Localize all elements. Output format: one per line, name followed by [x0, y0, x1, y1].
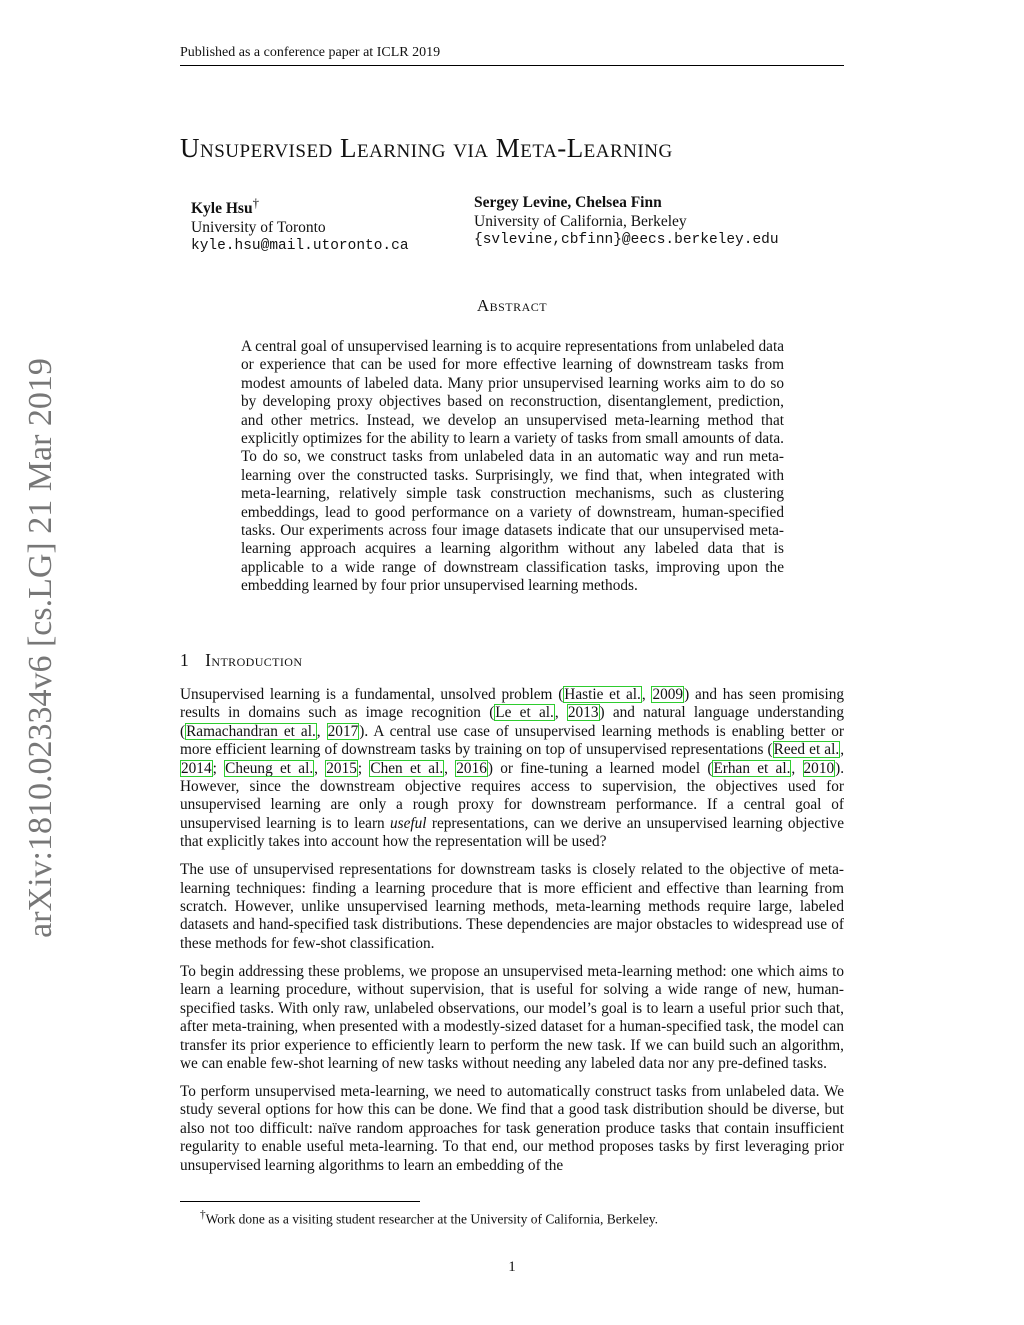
citation-link[interactable]: Erhan et al. [713, 759, 791, 777]
author-footnote-mark: † [252, 195, 260, 210]
author-block-1 [191, 193, 409, 256]
footnote-rule [180, 1201, 420, 1202]
paragraph: The use of unsupervised representations for downstream tasks is closely related to the objective of meta-learning techniques: finding a learning procedure that is more efficient and effective than learning from scratch. However, unlike unsupervised learning methods, meta-learning methods require large, labeled datasets and hand-specified task distributions. These dependencies are major obstacles to widespread use of these methods for few-shot classification. [180, 861, 844, 952]
author-block-2 [474, 193, 779, 250]
page-number: 1 [508, 1259, 516, 1275]
running-header: Published as a conference paper at ICLR 2019 [180, 44, 844, 66]
arxiv-stamp-text: arXiv:1810.02334v6 [cs.LG] 21 Mar 2019 [22, 357, 60, 938]
author-email: {svlevine,cbfinn}@eecs.berkeley.edu [474, 232, 779, 248]
section-title: Introduction [205, 650, 303, 670]
author-name: Kyle Hsu [191, 200, 253, 218]
citation-link[interactable]: Ramachandran et al. [186, 722, 316, 740]
citation-link[interactable]: 2016 [456, 759, 487, 777]
citation-link[interactable]: Cheung et al. [225, 759, 314, 777]
author-name: Sergey Levine, Chelsea Finn [474, 194, 662, 211]
section-number: 1 [180, 650, 190, 670]
paragraph: To perform unsupervised meta-learning, we need to automatically construct tasks from unlabeled data. We study several options for how this can be done. We find that a good task distribution should be diverse, but also not too difficult: naïve random approaches for task generation produce tasks that contain insufficient regularity to enable useful meta-learning. To that end, our method proposes tasks by first leveraging prior unsupervised learning algorithms to learn an embedding of the [180, 1082, 844, 1174]
footnote [200, 1207, 840, 1228]
footnote-mark: † [200, 1209, 206, 1221]
section-heading [180, 650, 844, 671]
footnote-text: Work done as a visiting student researcher at the University of California, Berkeley. [205, 1211, 659, 1227]
arxiv-stamp [24, 350, 58, 945]
introduction-body [180, 686, 844, 1185]
citation-link[interactable]: 2009 [652, 686, 684, 703]
author-email: kyle.hsu@mail.utoronto.ca [191, 238, 409, 255]
citation-link[interactable]: 2017 [327, 722, 359, 740]
abstract-text: A central goal of unsupervised learning is to acquire representations from unlabeled data or experience that can be used for more effective learning of downstream tasks from modest amounts of labeled data. Many prior unsupervised learning works aim to do so by developing proxy objectives based on reconstruction, disentanglement, prediction, and other metrics. Instead, we develop an unsupervised meta-learning method that explicitly optimizes for the ability to learn a variety of tasks from small amounts of data. To do so, we construct tasks from unlabeled data in an automatic way and run meta-learning over the constructed tasks. Surprisingly, we find that, when integrated with meta-learning, relatively simple task construction mechanisms, such as clustering embeddings, lead to good performance on a variety of downstream, human-specified tasks. Our experiments across four image datasets indicate that our unsupervised meta-learning approach acquires a learning algorithm without any labeled data that is applicable to a wide range of downstream classification tasks, improving upon the embedding learned by four prior unsupervised learning methods. [241, 338, 784, 595]
citation-link[interactable]: 2013 [567, 704, 599, 722]
citation-link[interactable]: 2010 [803, 759, 835, 777]
abstract-heading: Abstract [476, 296, 548, 315]
paper-title: Unsupervised Learning via Meta-Learning [180, 133, 673, 163]
citation-link[interactable]: Reed et al. [773, 741, 840, 759]
author-affiliation: University of California, Berkeley [474, 213, 687, 230]
citation-link[interactable]: Le et al. [495, 704, 554, 722]
citation-link[interactable]: Hastie et al. [564, 686, 641, 703]
citation-link[interactable]: 2015 [326, 759, 357, 777]
emphasis: useful [390, 814, 427, 832]
author-affiliation: University of Toronto [191, 219, 326, 237]
citation-link[interactable]: Chen et al. [370, 759, 444, 777]
paragraph: Unsupervised learning is a fundamental, unsolved problem (Hastie et al., 2009) and has seen promising results in domains such as image recognition (Le et al., 2013) and natural language understanding (Ramachandran et al., 2017). A central use case of unsupervised learning methods is enabling better or more efficient learning of downstream tasks by training on top of unsupervised representations (Reed et al., 2014; Cheung et al., 2015; Chen et al., 2016) or fine-tuning a learned model (Erhan et al., 2010). However, since the downstream objective requires access to supervision, the objectives used for unsupervised learning are only a rough proxy for downstream performance. If a central goal of unsupervised learning is to learn useful representations, can we derive an unsupervised learning objective that explicitly takes into account how the representation will be used? [180, 686, 845, 851]
paragraph: To begin addressing these problems, we propose an unsupervised meta-learning method: one which aims to learn a learning procedure, without supervision, that is useful for solving a wide range of new, human-specified tasks. With only raw, unlabeled observations, our model’s goal is to learn a useful prior such that, after meta-training, when presented with a modestly-sized dataset for a human-specified task, the model can transfer its prior experience to efficiently learn to perform the new task. If we can build such an algorithm, we can enable few-shot learning of new tasks without needing any labeled data nor any pre-defined tasks. [180, 962, 844, 1072]
citation-link[interactable]: 2014 [181, 759, 212, 777]
